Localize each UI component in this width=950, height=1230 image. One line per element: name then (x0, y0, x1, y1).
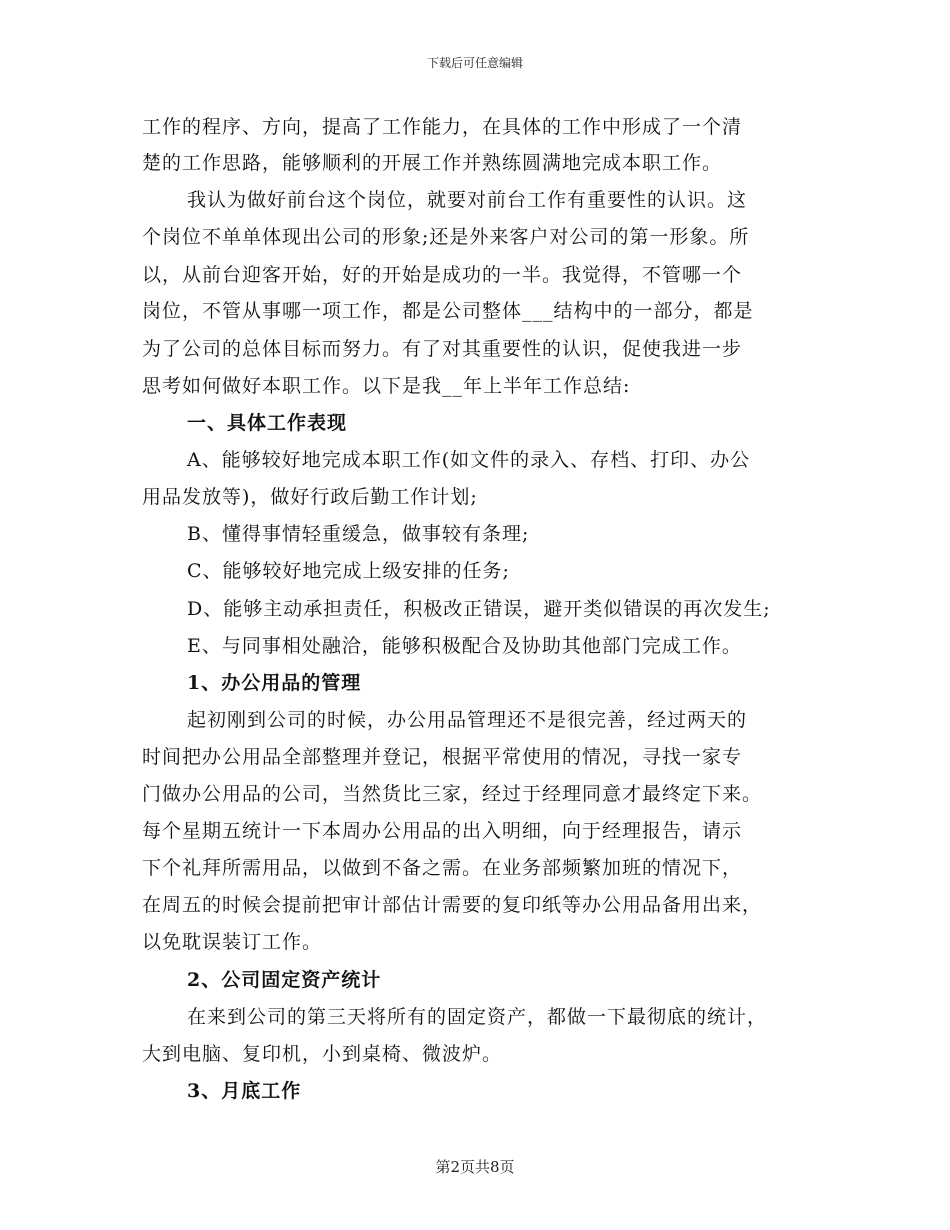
text-line: 每个星期五统计一下本周办公用品的出入明细，向于经理报告，请示 (142, 820, 743, 842)
text-line: 个岗位不单单体现出公司的形象;还是外来客户对公司的第一形象。所 (142, 226, 750, 248)
text-line: 为了公司的总体目标而努力。有了对其重要性的认识，促使我进一步 (142, 338, 743, 360)
text-line: 起初刚到公司的时候，办公用品管理还不是很完善，经过两天的 (187, 709, 748, 731)
text-line: D、能够主动承担责任，积极改正错误，避开类似错误的再次发生; (187, 598, 771, 620)
text-line: 用品发放等)，做好行政后勤工作计划; (142, 486, 478, 508)
page-footer: 第2页共8页 (435, 1158, 515, 1176)
text-line: 在周五的时候会提前把审计部估计需要的复印纸等办公用品备用出来， (142, 894, 763, 916)
text-line: 工作的程序、方向，提高了工作能力，在具体的工作中形成了一个清 (142, 116, 743, 138)
text-line: 以，从前台迎客开始，好的开始是成功的一半。我觉得，不管哪一个 (142, 264, 743, 286)
text-line: 大到电脑、复印机，小到桌椅、微波炉。 (142, 1043, 503, 1065)
text-line: C、能够较好地完成上级安排的任务; (187, 560, 510, 582)
text-line: A、能够较好地完成本职工作(如文件的录入、存档、打印、办公 (187, 449, 751, 471)
text-line: 岗位，不管从事哪一项工作，都是公司整体___结构中的一部分，都是 (142, 300, 754, 322)
text-line: 时间把办公用品全部整理并登记，根据平常使用的情况，寻找一家专 (142, 746, 743, 768)
text-line: 楚的工作思路，能够顺利的开展工作并熟练圆满地完成本职工作。 (142, 152, 723, 174)
text-line: 在来到公司的第三天将所有的固定资产，都做一下最彻底的统计， (187, 1006, 768, 1028)
text-line: 下个礼拜所需用品，以做到不备之需。在业务部频繁加班的情况下， (142, 857, 743, 879)
text-line: 门做办公用品的公司，当然货比三家，经过于经理同意才最终定下来。 (142, 783, 763, 805)
text-line: B、懂得事情轻重缓急，做事较有条理; (187, 523, 530, 545)
page-header: 下载后可任意编辑 (426, 56, 523, 70)
section-heading: 2、公司固定资产统计 (187, 969, 382, 991)
section-heading: 1、办公用品的管理 (187, 672, 362, 694)
section-heading: 3、月底工作 (187, 1080, 302, 1102)
text-line: 思考如何做好本职工作。以下是我__年上半年工作总结: (142, 375, 631, 397)
section-heading: 一、具体工作表现 (187, 412, 348, 434)
text-line: E、与同事相处融洽，能够积极配合及协助其他部门完成工作。 (187, 635, 742, 657)
text-line: 以免耽误装订工作。 (142, 931, 323, 953)
text-line: 我认为做好前台这个岗位，就要对前台工作有重要性的认识。这 (187, 189, 748, 211)
